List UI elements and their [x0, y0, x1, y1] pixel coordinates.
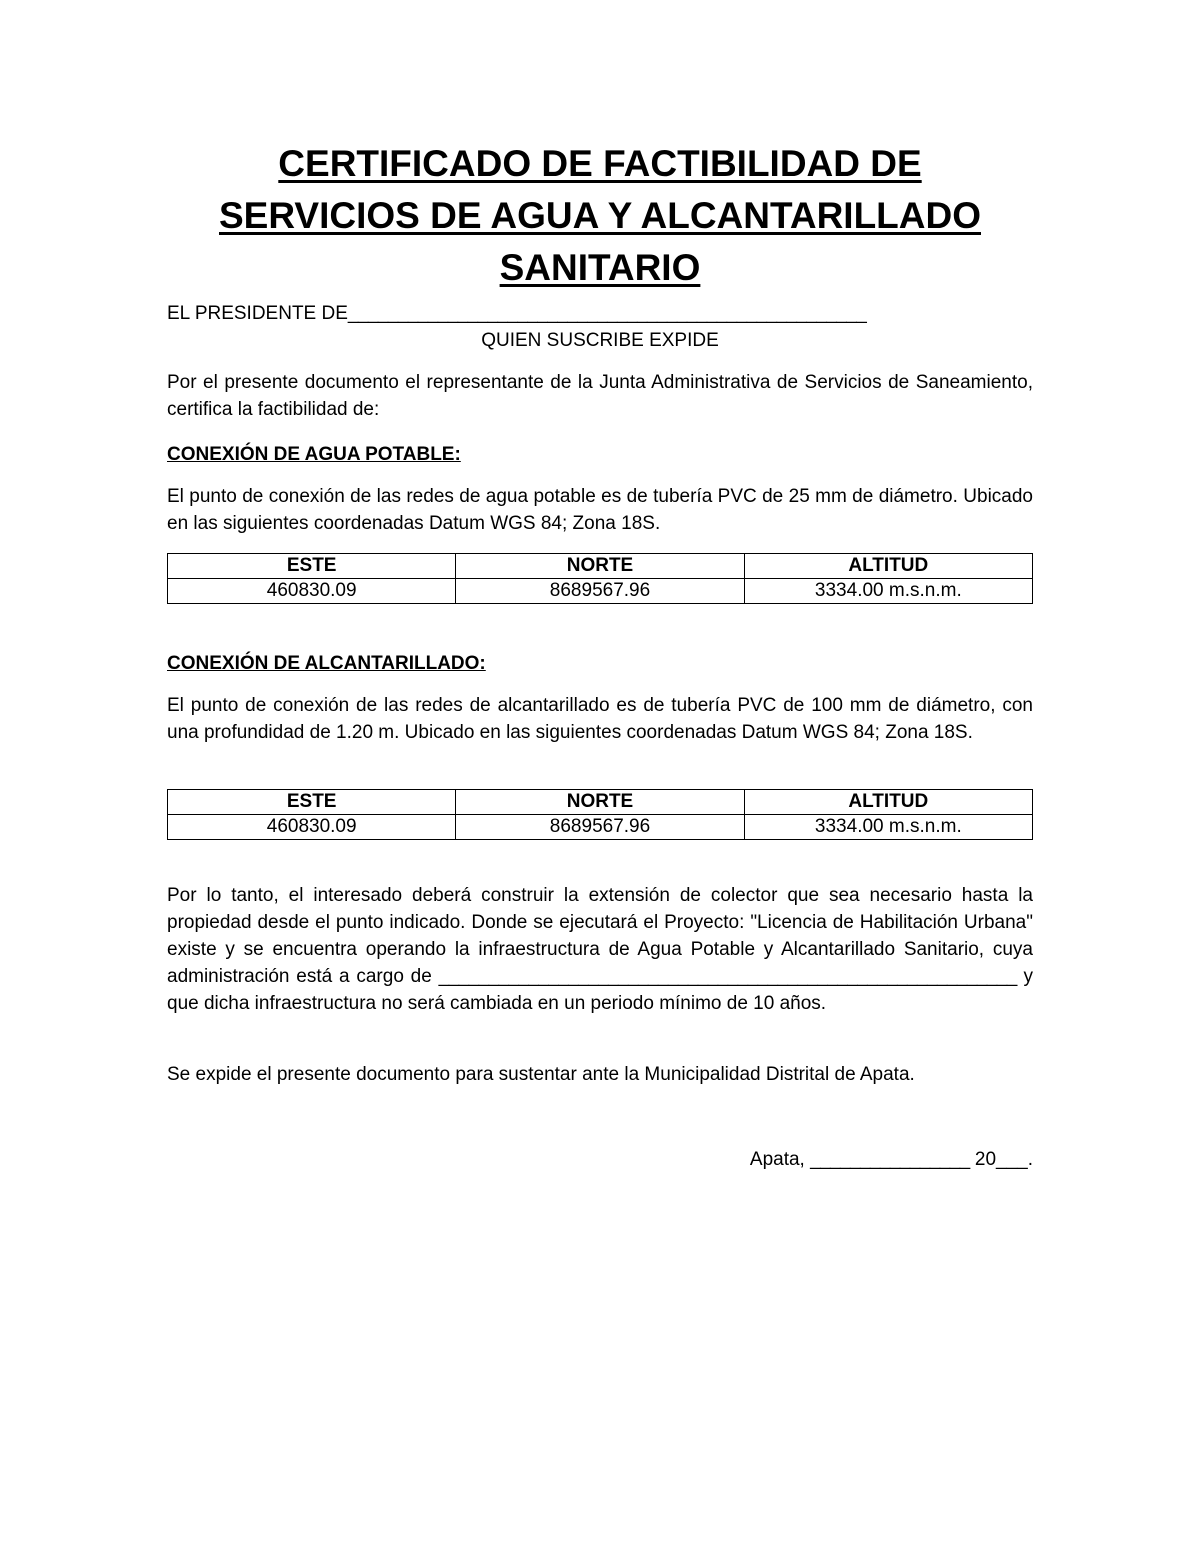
header-norte: NORTE	[456, 554, 744, 579]
water-paragraph: El punto de conexión de las redes de agua potable es de tubería PVC de 25 mm de diámetro. Ubicado en las siguientes coordenadas Datum WGS 84; Zona 18S.	[167, 486, 1033, 534]
conclusion-text: Por lo tanto, el interesado deberá construir la extensión de colector que sea necesario hasta la propiedad desde el punto indicado. Donde se ejecutará el Proyecto: "Licencia de Habilitación Urbana" existe y se encuentra operando la infraestructura de Agua Potable y Alcantarillado Sanitario, cuya administración está a cargo de	[167, 885, 1033, 987]
header-este: ESTE	[168, 790, 456, 815]
header-norte: NORTE	[456, 790, 744, 815]
president-blank: ____________________________________________________	[347, 303, 867, 324]
president-label: EL PRESIDENTE DE	[167, 303, 348, 324]
table-header-row	[168, 790, 1033, 815]
date-year-prefix: 20	[974, 1149, 997, 1170]
cell-norte: 8689567.96	[456, 815, 744, 840]
title-line-1: CERTIFICADO DE FACTIBILIDAD DE	[278, 143, 922, 184]
cell-este: 460830.09	[168, 815, 456, 840]
water-coordinates-table	[167, 553, 1033, 604]
conclusion-paragraph	[167, 882, 1033, 1017]
date-end: .	[1027, 1149, 1033, 1170]
sewer-paragraph: El punto de conexión de las redes de alcantarillado es de tubería PVC de 100 mm de diámetro, con una profundidad de 1.20 m. Ubicado en las siguientes coordenadas Datum WGS 84; Zona 18S.	[167, 695, 1033, 743]
date-place: Apata,	[749, 1149, 805, 1170]
conclusion-text-end: y que dicha infraestructura no será cambiada en un periodo mínimo de 10 años.	[167, 966, 1033, 1014]
date-day-blank: ________________	[810, 1149, 970, 1170]
administrator-blank: __________________________________________________________	[438, 966, 1017, 987]
water-heading: CONEXIÓN DE AGUA POTABLE:	[167, 444, 461, 465]
subscriber-line: QUIEN SUSCRIBE EXPIDE	[481, 330, 719, 351]
president-line	[167, 300, 1033, 327]
cell-altitud: 3334.00 m.s.n.m.	[744, 815, 1032, 840]
date-line	[750, 1146, 1033, 1173]
cell-norte: 8689567.96	[456, 579, 744, 604]
table-header-row	[168, 554, 1033, 579]
cell-este: 460830.09	[168, 579, 456, 604]
title-line-2: SERVICIOS DE AGUA Y ALCANTARILLADO	[219, 195, 981, 236]
table-row	[168, 815, 1033, 840]
intro-paragraph: Por el presente documento el representante de la Junta Administrativa de Servicios de Saneamiento, certifica la factibilidad de:	[167, 372, 1033, 420]
closing-paragraph: Se expide el presente documento para sustentar ante la Municipalidad Distrital de Apata.	[167, 1064, 915, 1085]
sewer-heading: CONEXIÓN DE ALCANTARILLADO:	[167, 653, 486, 674]
date-year-blank: ___	[996, 1149, 1028, 1170]
header-altitud: ALTITUD	[744, 790, 1032, 815]
document-title	[167, 138, 1033, 294]
header-altitud: ALTITUD	[744, 554, 1032, 579]
table-row	[168, 579, 1033, 604]
cell-altitud: 3334.00 m.s.n.m.	[744, 579, 1032, 604]
sewer-coordinates-table	[167, 789, 1033, 840]
header-este: ESTE	[168, 554, 456, 579]
title-line-3: SANITARIO	[499, 247, 701, 288]
